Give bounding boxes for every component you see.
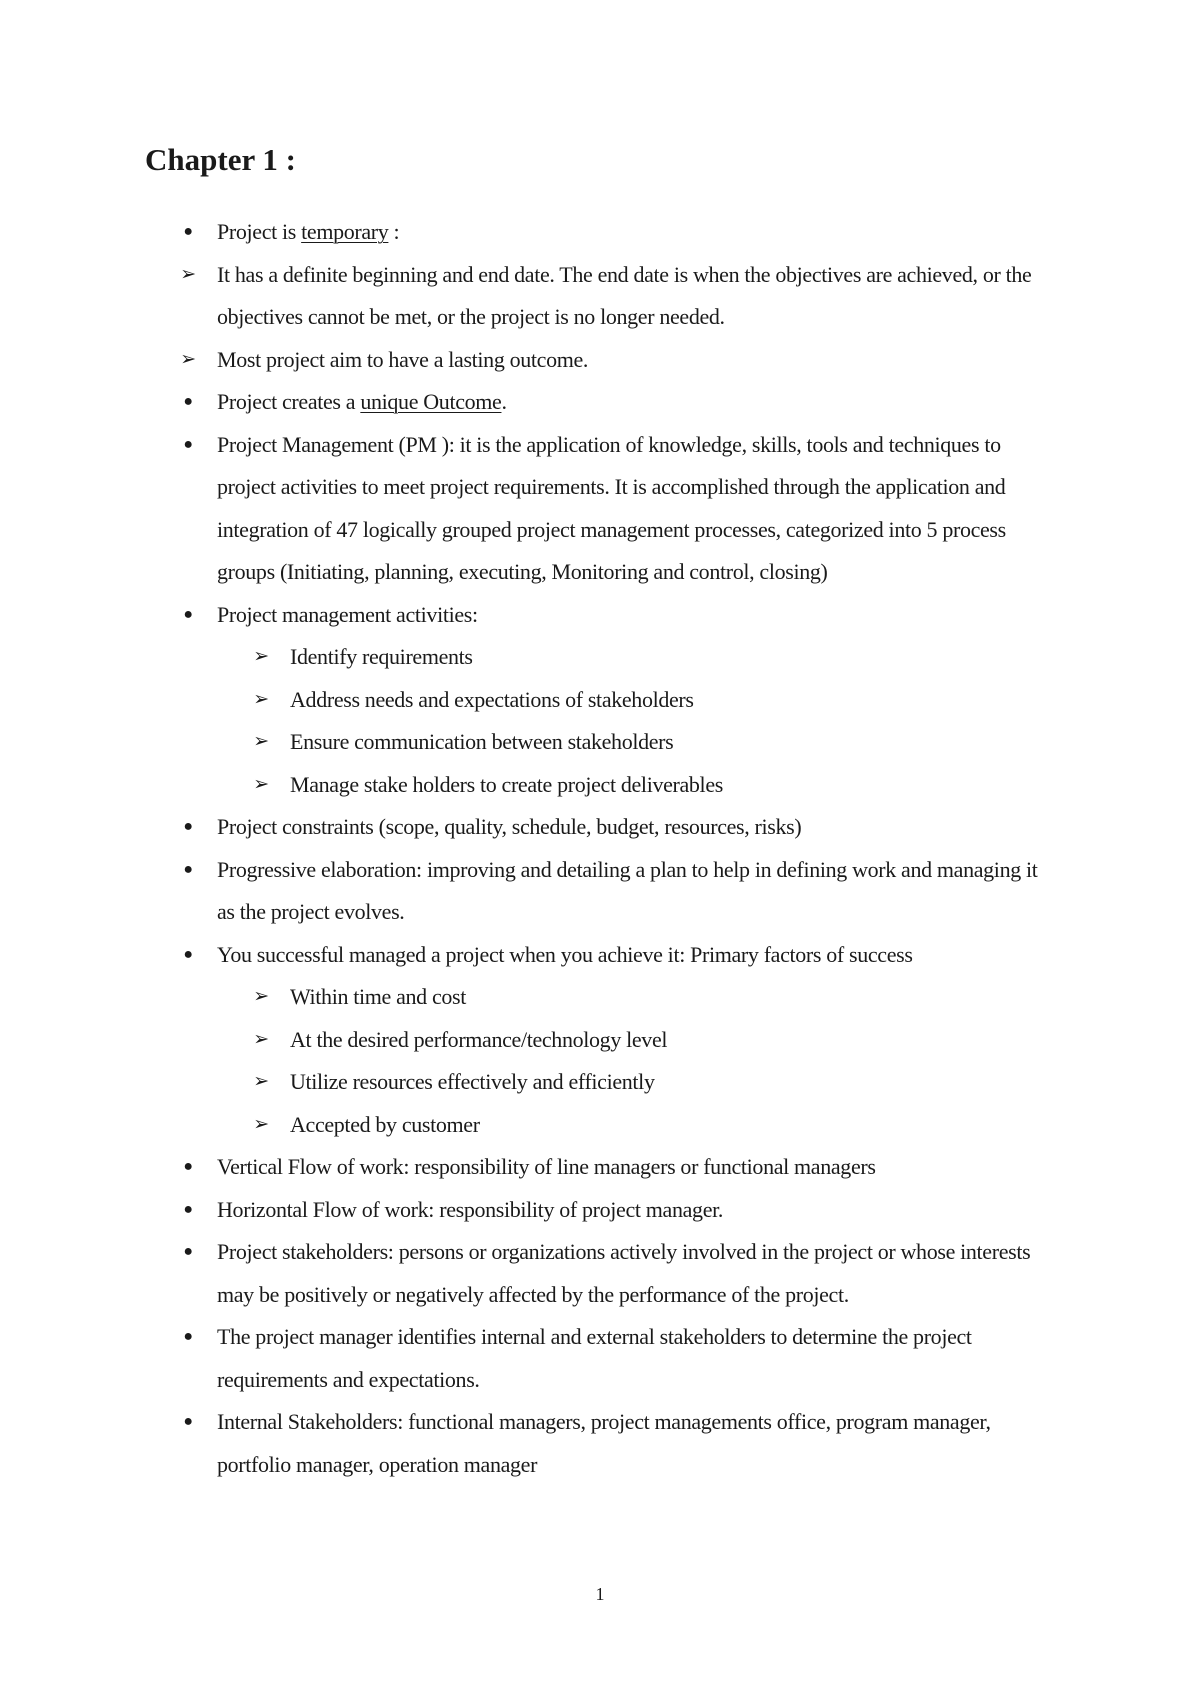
bullet-definite-dates — [0, 254, 1200, 339]
sub-bullet-text: At the desired performance/technology level — [290, 1026, 668, 1052]
bullet-pm-identifies — [0, 1316, 1200, 1401]
bullet-dot-icon: ● — [183, 860, 193, 878]
sub-bullet-activity — [0, 636, 1200, 679]
bullet-project-temporary — [0, 211, 1200, 254]
sub-bullet-success — [0, 1104, 1200, 1147]
bullet-dot-icon: ● — [183, 945, 193, 963]
arrow-bullet-icon: ➢ — [253, 731, 269, 752]
bullet-text: Project management activities: — [217, 601, 478, 627]
bullet-text: Project is — [217, 219, 302, 244]
bullet-pm-activities — [0, 594, 1200, 637]
bullet-dot-icon: ● — [183, 1158, 193, 1175]
bullet-text: : — [388, 219, 400, 244]
bullet-project-stakeholders — [0, 1231, 1200, 1316]
sub-bullet-activity — [0, 764, 1200, 807]
bullet-text: Progressive elaboration: improving and detailing a plan to help in defining work and managing it as the project evolves. — [217, 856, 1038, 924]
bullet-text: Project creates a — [217, 389, 361, 414]
bullet-text: Project constraints (scope, quality, schedule, budget, resources, risks) — [217, 814, 802, 839]
arrow-bullet-icon: ➢ — [253, 1113, 269, 1135]
bullet-internal-stakeholders — [0, 1401, 1200, 1486]
bullet-text: Vertical Flow of work: responsibility of line managers or functional managers — [217, 1154, 876, 1179]
bullet-success-factors — [0, 934, 1200, 977]
arrow-bullet-icon: ➢ — [253, 1028, 269, 1050]
bullet-dot-icon: ● — [183, 435, 193, 453]
sub-bullet-text: Accepted by customer — [290, 1111, 480, 1137]
chapter-title: Chapter 1 : — [145, 142, 296, 177]
notes-list — [0, 211, 1200, 1486]
bullet-text: It has a definite beginning and end date. The end date is when the objectives are achieved, or the objectives cannot be met, or the project is no longer needed. — [217, 261, 1032, 329]
sub-bullet-text: Ensure communication between stakeholders — [290, 729, 674, 754]
bullet-progressive-elaboration — [0, 849, 1200, 934]
bullet-dot-icon: ● — [183, 1328, 193, 1345]
arrow-bullet-icon: ➢ — [253, 773, 269, 795]
arrow-bullet-icon: ➢ — [180, 263, 196, 285]
arrow-bullet-icon: ➢ — [253, 646, 269, 667]
bullet-text: Project Management (PM ): it is the application of knowledge, skills, tools and techniques to project activities to meet project requirements. It is accomplished through the application and integration of 47 logically grouped project management processes, categorized into 5 process groups (Initiating, planning, executing, Monitoring and control, closing) — [217, 431, 1006, 584]
bullet-text: Internal Stakeholders: functional managers, project managements office, program manager, portfolio manager, operation manager — [217, 1409, 991, 1477]
sub-bullet-text: Utilize resources effectively and efficiently — [290, 1069, 655, 1094]
sub-bullet-text: Address needs and expectations of stakeholders — [290, 686, 694, 712]
bullet-text: Most project aim to have a lasting outcome. — [217, 346, 589, 372]
arrow-bullet-icon: ➢ — [253, 1071, 269, 1092]
bullet-text: . — [501, 389, 507, 414]
bullet-dot-icon: ● — [183, 393, 193, 410]
sub-bullet-text: Identify requirements — [290, 644, 473, 669]
bullet-dot-icon: ● — [183, 1243, 193, 1260]
sub-bullet-activity — [0, 721, 1200, 764]
bullet-text: Horizontal Flow of work: responsibility of project manager. — [217, 1196, 724, 1222]
sub-bullet-success — [0, 1061, 1200, 1104]
sub-bullet-text: Within time and cost — [290, 984, 467, 1009]
bullet-dot-icon: ● — [183, 818, 193, 835]
bullet-dot-icon: ● — [183, 1200, 193, 1218]
bullet-text: Project stakeholders: persons or organizations actively involved in the project or whose interests may be positively or negatively affected by the performance of the project. — [217, 1239, 1031, 1307]
sub-bullet-activity — [0, 679, 1200, 722]
arrow-bullet-icon: ➢ — [180, 348, 196, 370]
bullet-vertical-flow — [0, 1146, 1200, 1189]
arrow-bullet-icon: ➢ — [253, 986, 269, 1007]
underlined-term: unique Outcome — [360, 389, 502, 414]
bullet-dot-icon: ● — [183, 1413, 193, 1430]
bullet-dot-icon: ● — [183, 223, 193, 240]
bullet-text: You successful managed a project when you achieve it: Primary factors of success — [217, 941, 913, 967]
underlined-term: temporary — [301, 219, 389, 244]
bullet-project-management — [0, 424, 1200, 594]
sub-bullet-text: Manage stake holders to create project deliverables — [290, 771, 723, 797]
bullet-constraints — [0, 806, 1200, 849]
page-number: 1 — [595, 1584, 605, 1604]
bullet-dot-icon: ● — [183, 605, 193, 623]
sub-bullet-success — [0, 1019, 1200, 1062]
bullet-horizontal-flow — [0, 1189, 1200, 1232]
sub-bullet-success — [0, 976, 1200, 1019]
arrow-bullet-icon: ➢ — [253, 688, 269, 710]
bullet-lasting-outcome — [0, 339, 1200, 382]
bullet-unique-outcome — [0, 381, 1200, 424]
bullet-text: The project manager identifies internal and external stakeholders to determine the project requirements and expectations. — [217, 1324, 972, 1392]
